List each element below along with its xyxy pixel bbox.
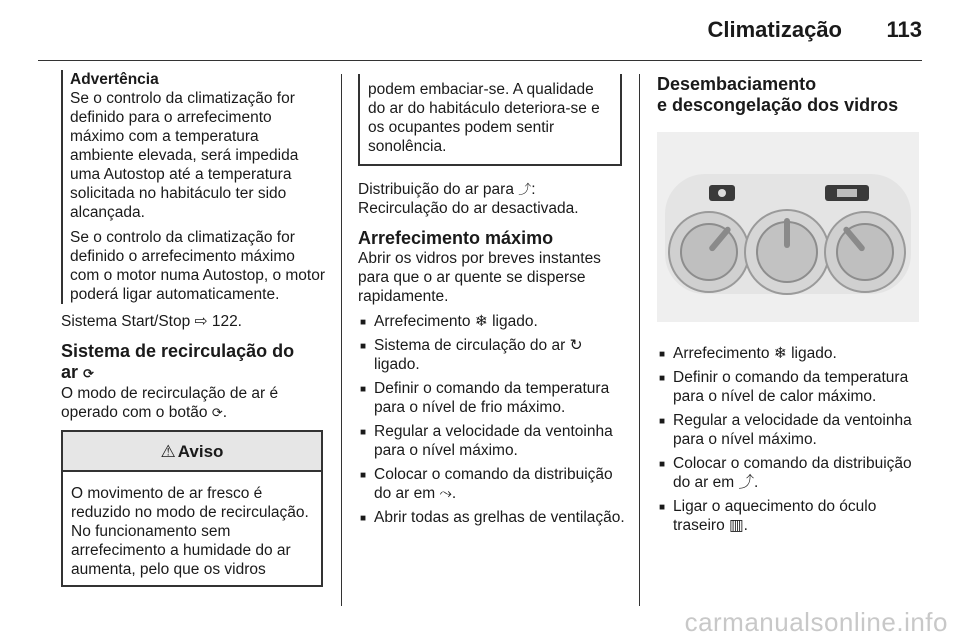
list-item: ■ Colocar o comando da distribuição do ar em ⤳. bbox=[358, 465, 626, 503]
max-cooling-steps bbox=[358, 312, 626, 527]
list-item: ■ Colocar o comando da distribuição do ar em ⤴. bbox=[657, 454, 925, 492]
recirculation-text: O modo de recirculação de ar é operado com o botão ⟳. bbox=[61, 385, 279, 421]
section-heading-recirculation bbox=[61, 341, 326, 384]
list-item: ■ Ligar o aquecimento do óculo traseiro ▥. bbox=[657, 497, 925, 535]
notice-body: O movimento de ar fresco é reduzido no modo de recirculação. No funcionamento sem arrefecimento a humidade do ar aumenta, pelo que os vidros bbox=[71, 485, 309, 578]
header-divider bbox=[38, 60, 922, 61]
list-item: ■ Regular a velocidade da ventoinha para o nível máximo. bbox=[657, 411, 925, 449]
max-cooling-intro: Abrir os vidros por breves instantes para que o ar quente se disperse rapidamente. bbox=[358, 250, 601, 305]
climate-panel-svg bbox=[657, 132, 919, 322]
warning-title: Advertência bbox=[70, 71, 159, 88]
recirculation-icon: ⟳ bbox=[211, 405, 223, 420]
recirculation-icon: ⟳ bbox=[83, 366, 94, 381]
heading-line-2: ar bbox=[61, 362, 79, 382]
notice-box-continued: podem embaciar-se. A qualidade do ar do habitáculo deteriora-se e os ocupantes podem sentir sonolência. bbox=[358, 74, 622, 166]
notice-box bbox=[61, 430, 323, 587]
list-item: ■ Sistema de circulação do ar ↻ ligado. bbox=[358, 336, 626, 374]
column-2 bbox=[358, 74, 626, 532]
list-item: ■ Abrir todas as grelhas de ventilação. bbox=[358, 508, 626, 527]
list-item: ■ Arrefecimento ❄ ligado. bbox=[657, 344, 925, 363]
section-heading-defrost bbox=[657, 74, 925, 116]
warning-paragraph-1: Se o controlo da climatização for definido para o arrefecimento máximo com a temperatura ambiente elevada, será impedida uma Autostop até a temperatura solicitada no habitáculo ter sido alcançada. bbox=[70, 90, 299, 221]
notice-header bbox=[63, 432, 321, 472]
air-distribution-windscreen-icon: ⤴ bbox=[518, 182, 532, 197]
list-item: ■ Regular a velocidade da ventoinha para o nível máximo. bbox=[358, 422, 626, 460]
recirculation-off-text: Recirculação do ar desactivada. bbox=[358, 200, 579, 217]
recirculation-description: O modo de recirculação de ar é operado com o botão bbox=[61, 385, 279, 421]
list-item: ■ Definir o comando da temperatura para o nível de frio máximo. bbox=[358, 379, 626, 417]
column-1 bbox=[61, 66, 326, 587]
warning-block bbox=[61, 70, 326, 304]
column-3 bbox=[657, 74, 925, 540]
notice-title: Aviso bbox=[177, 441, 224, 461]
heading-line-1: Desembaciamento bbox=[657, 74, 817, 94]
page-header bbox=[0, 0, 960, 60]
defrost-steps bbox=[657, 344, 925, 535]
page-title: Climatização bbox=[707, 17, 842, 42]
section-heading-max-cooling: Arrefecimento máximo bbox=[358, 228, 554, 248]
heading-line-1: Sistema de recirculação do bbox=[61, 341, 295, 361]
notice-icon: ⚠ bbox=[160, 441, 176, 461]
heading-line-2: e descongelação dos vidros bbox=[657, 95, 899, 115]
column-divider-2 bbox=[639, 74, 640, 606]
warning-paragraph-2: Se o controlo da climatização for definido o arrefecimento máximo com o motor numa Autostop, o motor poderá ligar automaticamente. bbox=[70, 229, 326, 303]
watermark: carmanualsonline.info bbox=[684, 607, 948, 637]
air-distribution-text: Distribuição do ar para bbox=[358, 181, 514, 198]
list-item: ■ Arrefecimento ❄ ligado. bbox=[358, 312, 626, 331]
climate-control-panel-illustration bbox=[657, 132, 919, 322]
page-number: 113 bbox=[886, 17, 922, 42]
column-divider-1 bbox=[341, 74, 342, 606]
cross-reference: Sistema Start/Stop ⇨ 122. bbox=[61, 313, 242, 330]
air-distribution-line: Distribuição do ar para ⤴: bbox=[358, 181, 536, 198]
list-item: ■ Definir o comando da temperatura para o nível de calor máximo. bbox=[657, 368, 925, 406]
